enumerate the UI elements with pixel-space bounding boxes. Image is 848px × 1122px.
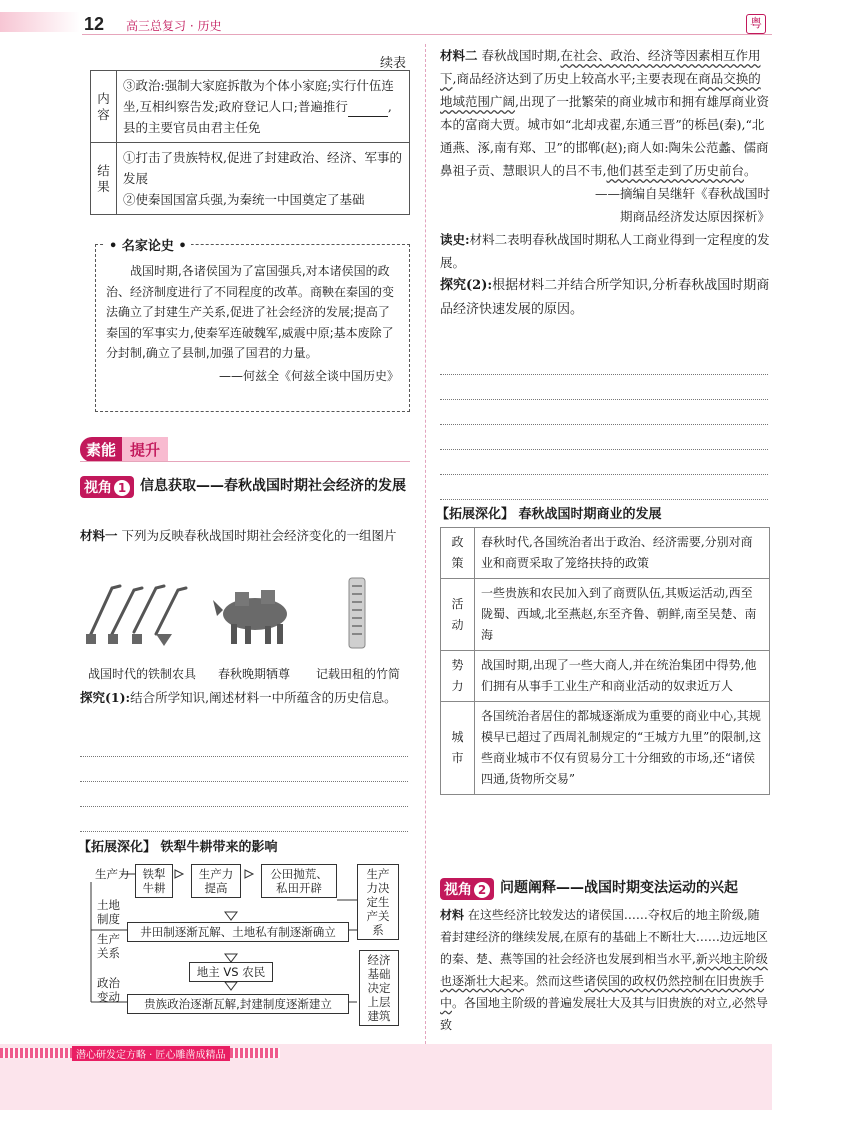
- question2-text: 根据材料二并结合所学知识,分析春秋战国时期商品经济快速发展的原因。: [440, 278, 770, 317]
- read-label: 读史:: [440, 232, 470, 247]
- caption-bamboo-slip: 记载田租的竹简: [316, 667, 401, 681]
- read-text: 材料二表明春秋战国时期私人工商业得到一定程度的发展。: [440, 232, 770, 270]
- plow-impact-diagram: [85, 860, 415, 1030]
- question-text: 结合所学知识,阐述材料一中所蕴含的历史信息。: [130, 690, 397, 705]
- row-label: 活动: [441, 579, 475, 651]
- bronze-ox-vessel-image: [207, 576, 302, 650]
- material1: [80, 524, 410, 547]
- box-productivity-decides: 生产力决定生产关系: [357, 864, 399, 940]
- header-decoration: [0, 12, 80, 32]
- row-text: 一些贵族和农民加入到了商贾队伍,其贩运活动,西至陇蜀、西域,北至燕赵,东至齐鲁、朝鲜,南至吴楚、南海: [475, 579, 770, 651]
- row-text: 战国时期,出现了一些大商人,并在统治集团中得势,他们拥有从事手工业生产和商业活动的奴隶近万人: [475, 651, 770, 702]
- material2: [440, 44, 770, 322]
- label-productivity: 生产力: [95, 867, 130, 881]
- material-label: 材料一: [80, 528, 118, 543]
- material2-label: 材料二: [440, 48, 478, 63]
- read-history: [440, 228, 770, 274]
- material2-text-b: ,商品经济达到了历史上较高水平;主要表现在: [452, 71, 699, 86]
- answer-line[interactable]: [80, 782, 408, 807]
- question2-label: 探究(2):: [440, 278, 493, 293]
- section-rule: [80, 461, 410, 462]
- question1: [80, 686, 410, 709]
- continued-label: 续表: [380, 56, 407, 71]
- row-text: 各国统治者居住的都城逐渐成为重要的商业中心,其规模早已超过了西周礼制规定的“王城方九里”的限制,这些商业城市不仅有贸易分工十分细致的市场,还“诸侯四通,货物所交易”: [475, 702, 770, 795]
- view-tag: [80, 476, 134, 498]
- box-noble-collapse: 贵族政治逐渐瓦解,封建制度逐渐建立: [127, 994, 349, 1014]
- table-row: [91, 71, 410, 143]
- answer-area-2[interactable]: [440, 350, 768, 500]
- answer-line[interactable]: [440, 475, 768, 500]
- material2-text-a: 春秋战国时期,: [481, 48, 561, 63]
- box-iron-plow: 铁犁牛耕: [135, 864, 173, 898]
- material-text: 下列为反映春秋战国时期社会经济变化的一组图片: [121, 528, 397, 543]
- row-content: [117, 143, 410, 215]
- label-relation: 生产关系: [97, 932, 120, 960]
- row-label: 政策: [441, 528, 475, 579]
- box-productivity-up: 生产力提高: [191, 864, 241, 898]
- expert-quote-box: [95, 244, 410, 412]
- caption-iron-tools: 战国时代的铁制农具: [88, 667, 197, 681]
- ext1-title: 【拓展深化】 铁犁牛耕带来的影响: [78, 840, 278, 855]
- material3-emphasis-1: 新兴地主阶级也逐渐壮大起来: [440, 952, 768, 988]
- row-label: 城市: [441, 702, 475, 795]
- view-title: 信息获取——春秋战国时期社会经济的发展: [140, 478, 406, 494]
- material3-text-a: 在这些经济比较发达的诸侯国……夺权后的地主阶级,随着封建经济的继续发展,在原有的基础上不断壮大……边远地区的秦、楚、燕等国的社会经济也发展到相当水平,: [440, 908, 768, 966]
- view-number: 1: [114, 480, 130, 496]
- reform-table: [90, 70, 410, 215]
- box-landlord-vs-peasant: 地主 VS 农民: [189, 962, 273, 982]
- table-row: [441, 579, 770, 651]
- book-title: 高三总复习 · 历史: [126, 19, 222, 33]
- table-row: [441, 528, 770, 579]
- material3-text-c: 。各国地主阶级的普遍发展壮大及其与旧贵族的对立,必然导致: [440, 996, 768, 1032]
- commerce-table: [440, 527, 770, 795]
- row-text: 春秋时代,各国统治者出于政治、经济需要,分别对商业和商贾采取了笼络扶持的政策: [475, 528, 770, 579]
- quote-title: • 名家论史 •: [105, 235, 191, 254]
- answer-area-1[interactable]: [80, 732, 408, 832]
- fill-blank: [348, 103, 388, 117]
- material2-text-d: 。: [744, 163, 757, 178]
- answer-line[interactable]: [440, 375, 768, 400]
- ext2-title: 【拓展深化】 春秋战国时期商业的发展: [436, 507, 662, 522]
- question2: [440, 274, 770, 322]
- row-label: 结果: [91, 143, 117, 215]
- box-jingtian-collapse: 井田制逐渐瓦解、土地私有制逐渐确立: [127, 922, 349, 942]
- view-number: 2: [474, 882, 490, 898]
- table-row: [441, 651, 770, 702]
- footer-slogan: 潜心研发定方略 · 匠心雕凿成精品: [72, 1046, 230, 1061]
- column-divider: [425, 44, 426, 1044]
- quote-body: 战国时期,各诸侯国为了富国强兵,对本诸侯国的政治、经济制度进行了不同程度的改革。商鞅在秦国的变法确立了封建生产关系,促进了社会经济的发展;提高了秦国的军事实力,使秦军连破魏军,威震中原;基本废除了分封制,确立了县制,加强了国君的力量。: [106, 264, 395, 360]
- material3-emphasis-2: 诸侯国的政权仍然控制在旧贵族手中: [440, 974, 765, 1010]
- label-land-system: 土地制度: [97, 898, 120, 926]
- content-text: ③政治:强制大家庭拆散为个体小家庭;实行什伍连坐,互相纠察告发;政府登记人口;普遍推行: [123, 78, 394, 114]
- material3-text-b: 。然而这些: [524, 974, 585, 988]
- view-tag-text: 视角: [444, 882, 472, 898]
- view1-heading: [80, 476, 415, 498]
- view-tag: [440, 878, 494, 900]
- answer-line[interactable]: [80, 732, 408, 757]
- answer-line[interactable]: [440, 400, 768, 425]
- page-number: 12: [84, 14, 105, 34]
- region-badge: 粤: [746, 14, 766, 34]
- answer-line[interactable]: [80, 757, 408, 782]
- section-label-a: 素能: [80, 437, 122, 462]
- answer-line[interactable]: [440, 425, 768, 450]
- caption-ox-vessel: 春秋晚期牺尊: [218, 667, 291, 681]
- view-tag-text: 视角: [84, 480, 112, 496]
- content-text-tail: ,县的主要官员由君主任免: [123, 99, 392, 135]
- quote-source: ——何兹全《何兹全谈中国历史》: [218, 368, 399, 383]
- answer-line[interactable]: [80, 807, 408, 832]
- answer-line[interactable]: [440, 350, 768, 375]
- table-row: [91, 143, 410, 215]
- figure-row: [82, 576, 412, 666]
- row-label: 内容: [91, 71, 117, 143]
- box-land-reclaim: 公田抛荒、私田开辟: [261, 864, 337, 898]
- table-row: [441, 702, 770, 795]
- material2-emphasis-2: 商品交换的地域范围广阔: [440, 71, 761, 109]
- result-line: ①打击了贵族特权,促进了封建政治、经济、军事的发展: [123, 150, 402, 186]
- answer-line[interactable]: [440, 450, 768, 475]
- section-label-b: 提升: [122, 437, 168, 462]
- section-banner: [80, 437, 168, 461]
- material3-label: 材料: [440, 908, 465, 922]
- result-line: ②使秦国国富兵强,为秦统一中国奠定了基础: [123, 192, 365, 207]
- bamboo-slip-image: [337, 576, 377, 650]
- label-politics: 政治变动: [97, 976, 120, 1004]
- view-title: 问题阐释——战国时期变法运动的兴起: [500, 880, 738, 896]
- row-label: 势力: [441, 651, 475, 702]
- quote-title-text: 名家论史: [121, 239, 174, 254]
- box-base-decides: 经济基础决定上层建筑: [359, 950, 399, 1026]
- material2-emphasis-3: 他们甚至走到了历史前台: [606, 163, 744, 178]
- question-label: 探究(1):: [80, 690, 131, 705]
- material3: [440, 904, 770, 1036]
- iron-tools-image: [82, 576, 192, 650]
- material2-source-2: 期商品经济发达原因探析》: [619, 209, 770, 224]
- material2-source-1: ——摘编自吴继轩《春秋战国时: [594, 186, 770, 201]
- material2-text-c: ,出现了一批繁荣的商业城市和拥有雄厚商业资本的富商大贾。城市如“北却戎翟,东通三晋”的栎邑(秦),“北通燕、涿,南有郑、卫”的邯郸(赵);商人如:陶朱公范蠡、儒商鼻祖子贡、慧眼识人的吕不韦,: [440, 94, 769, 178]
- view2-heading: [440, 878, 775, 900]
- material2-emphasis-1: 在社会、政治、经济等因素相互作用下: [440, 48, 761, 86]
- header-rule: [82, 34, 772, 35]
- row-content: [117, 71, 410, 143]
